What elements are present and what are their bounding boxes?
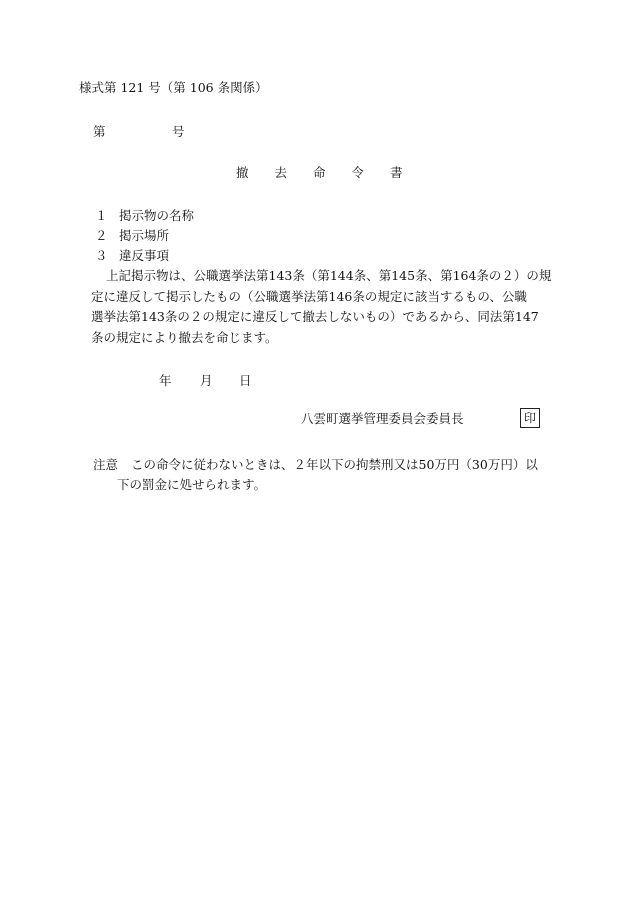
note-label: 注意 <box>93 457 119 472</box>
issuer-name: 八雲町選挙管理委員会委員長 <box>301 411 464 426</box>
body-line: 選挙法第143条の２の規定に違反して撤去しないもの）であるから、同法第147 <box>91 309 539 324</box>
item-label: 掲示場所 <box>119 228 170 243</box>
note-line: この命令に従わないときは、２年以下の拘禁刑又は50万円（30万円）以 <box>131 457 538 472</box>
body-line: 上記掲示物は、公職選挙法第143条（第144条、第145条、第164条の２）の規 <box>106 268 552 283</box>
body-line: 条の規定により撤去を命じます。 <box>91 330 278 345</box>
item-number: ２ <box>95 228 108 243</box>
title-char: 書 <box>390 165 403 180</box>
seal-box: 印 <box>520 408 540 428</box>
title-char: 去 <box>274 165 288 180</box>
number-suffix: 号 <box>172 124 185 139</box>
number-prefix: 第 <box>93 124 106 139</box>
date-month: 月 <box>200 373 213 388</box>
item-label: 掲示物の名称 <box>119 208 195 223</box>
item-label: 違反事項 <box>119 248 170 263</box>
note-line: 下の罰金に処せられます。 <box>117 477 267 492</box>
form-reference: 様式第 121 号（第 106 条関係） <box>79 80 268 95</box>
title-char: 撤 <box>236 165 249 180</box>
date-day: 日 <box>239 373 252 388</box>
item-number: ３ <box>95 248 108 263</box>
body-line: 定に違反して掲示したもの（公職選挙法第146条の規定に該当するもの、公職 <box>91 289 527 304</box>
document-title <box>236 165 403 181</box>
title-char: 命 <box>313 165 326 180</box>
title-char: 令 <box>351 165 365 180</box>
item-number: １ <box>95 208 108 223</box>
date-year: 年 <box>159 373 172 388</box>
